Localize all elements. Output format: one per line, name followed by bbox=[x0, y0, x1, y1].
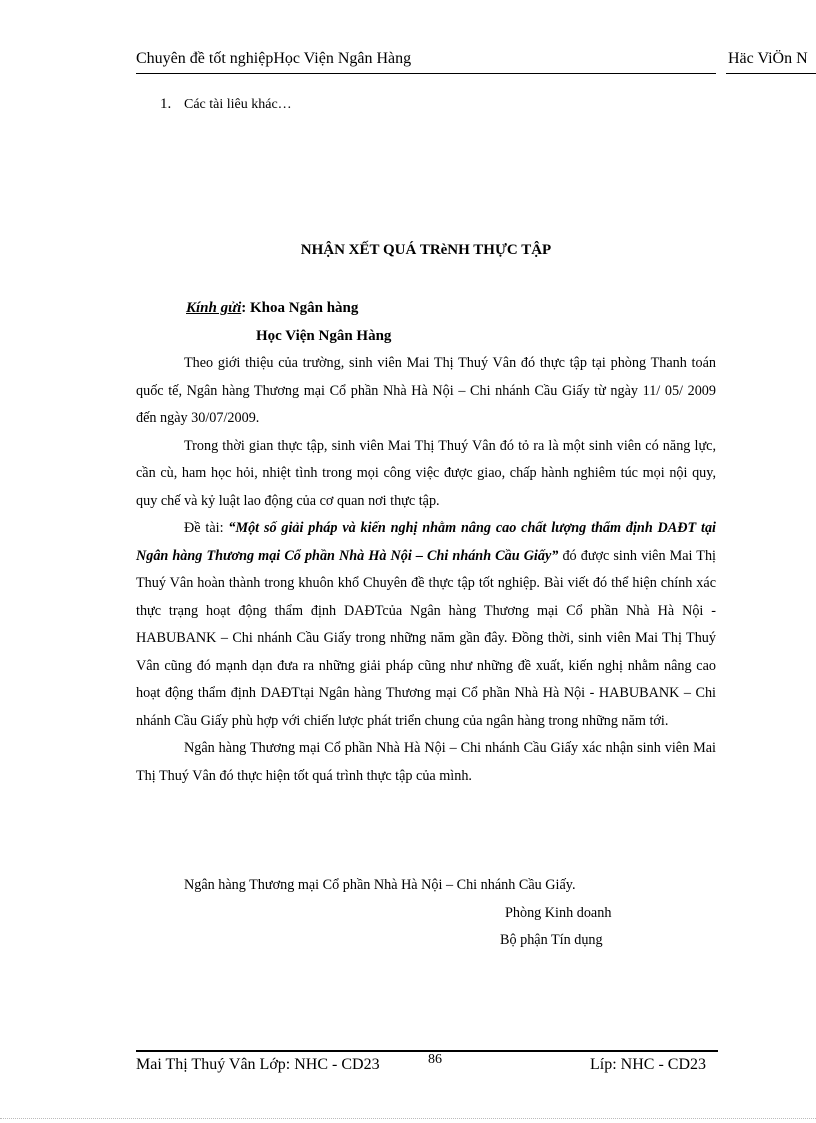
header-right-text: Häc ViÖn N bbox=[728, 50, 808, 67]
greeting-recipient-2: Học Viện Ngân Hàng bbox=[256, 328, 392, 344]
footer-right-text: Líp: NHC - CD23 bbox=[590, 1056, 706, 1073]
signature-org: Ngân hàng Thương mại Cổ phần Nhà Hà Nội – Chi nhánh Cầu Giấy. bbox=[184, 877, 576, 893]
header-rule bbox=[136, 73, 716, 74]
page-number: 86 bbox=[428, 1052, 442, 1067]
list-text: Các tài liêu khác… bbox=[184, 97, 292, 112]
signature-dept: Phòng Kinh doanh bbox=[505, 905, 612, 921]
footer-rule bbox=[136, 1050, 718, 1052]
signature-unit: Bộ phận Tín dụng bbox=[500, 932, 603, 948]
paragraph-2: Trong thời gian thực tập, sinh viên Mai Thị Thuý Vân đó tỏ ra là một sinh viên có năng lực, cần cù, ham học hỏi, nhiệt tình trong mọi công việc được giao, chấp hành nghiêm túc mọi nội quy, quy chế và kỷ luật lao động của cơ quan nơi thực tập. bbox=[136, 437, 716, 509]
paragraph-3 bbox=[136, 515, 716, 735]
paragraph-1: Theo giới thiệu của trường, sinh viên Mai Thị Thuý Vân đó thực tập tại phòng Thanh toán quốc tế, Ngân hàng Thương mại Cổ phần Nhà Hà Nội – Chi nhánh Cầu Giấy từ ngày 11/ 05/ 2009 đến ngày 30/07/2009. bbox=[136, 355, 716, 426]
topic-prefix: Đề tài: bbox=[184, 520, 229, 536]
greeting-label: Kính gửi bbox=[186, 300, 242, 316]
list-item bbox=[160, 96, 292, 113]
letter-body bbox=[136, 350, 716, 790]
paragraph-3-rest: đó được sinh viên Mai Thị Thuý Vân hoàn thành trong khuôn khổ Chuyên đề thực tập tốt nghiệp. Bài viết đó thể hiện chính xác thực trạng hoạt động thẩm định DAĐTcủa Ngân hàng Thương mại Cổ phần Nhà Hà Nội - HABUBANK – Chi nhánh Cầu Giấy trong những năm gần đây. Đồng thời, sinh viên Mai Thị Thuý Vân cũng đó mạnh dạn đưa ra những giải pháp cũng như những đề xuất, kiến nghị nhằm nâng cao hoạt động thẩm định DAĐTtại Ngân hàng Thương mại Cổ phần Nhà Hà Nội - HABUBANK – Chi nhánh Cầu Giấy phù hợp với chiến lược phát triển chung của ngân hàng trong những năm tới. bbox=[136, 547, 716, 729]
page-title: NHẬN XẾT QUÁ TRèNH THỰC TẬP bbox=[300, 242, 552, 258]
greeting-recipient-1: Khoa Ngân hàng bbox=[246, 300, 359, 316]
list-number: 1. bbox=[160, 96, 172, 112]
greeting-colon: : bbox=[241, 300, 247, 316]
footer-left-text: Mai Thị Thuý Vân Lớp: NHC - CD23 bbox=[136, 1056, 380, 1073]
header-rule-right bbox=[726, 73, 816, 74]
page-bottom-dotted-line bbox=[0, 1118, 816, 1119]
greeting-line-1 bbox=[186, 300, 358, 317]
header-left-text: Chuyên đề tốt nghiệpHọc Viện Ngân Hàng bbox=[136, 50, 412, 67]
page-header bbox=[0, 46, 816, 74]
paragraph-4: Ngân hàng Thương mại Cổ phần Nhà Hà Nội – Chi nhánh Cầu Giấy xác nhận sinh viên Mai Thị Thuý Vân đó thực hiện tốt quá trình thực tập của mình. bbox=[136, 740, 716, 784]
topic-title: “Một số giải pháp và kiến nghị nhằm nâng cao chất lượng thẩm định DAĐT tại Ngân hàng Thương mại Cổ phần Nhà Hà Nội – Chi nhánh Cầu Giấy” bbox=[136, 520, 716, 564]
